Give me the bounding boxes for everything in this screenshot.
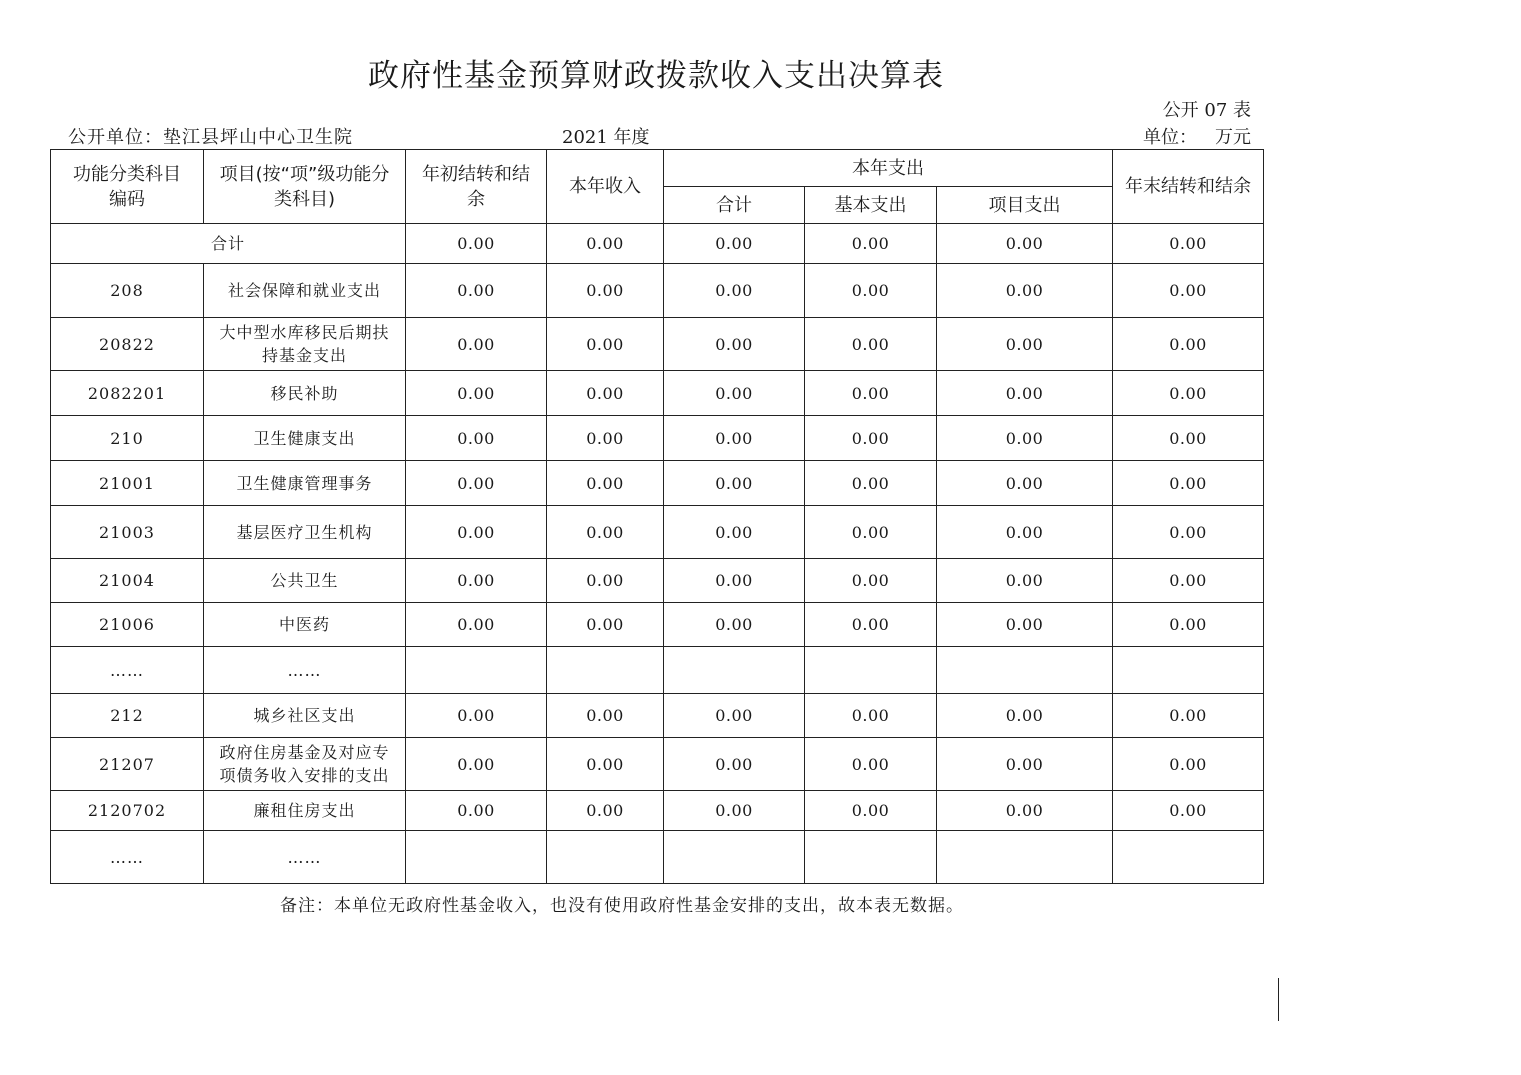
begin-balance-cell: 0.00 (406, 416, 547, 461)
begin-balance-cell: 0.00 (406, 694, 547, 738)
item-name-cell: 基层医疗卫生机构 (204, 506, 406, 559)
footnote: 备注：本单位无政府性基金收入，也没有使用政府性基金安排的支出，故本表无数据。 (280, 896, 964, 916)
total-expense-total: 0.00 (664, 224, 805, 264)
end-balance-cell: 0.00 (1113, 264, 1264, 318)
expense-basic-cell: 0.00 (805, 416, 937, 461)
table-row (51, 461, 1264, 506)
expense-total-cell (664, 647, 805, 694)
currency-unit-value: 万元 (1215, 127, 1251, 148)
expense-project-cell (937, 831, 1113, 884)
expense-project-cell: 0.00 (937, 264, 1113, 318)
table-row (51, 264, 1264, 318)
expense-basic-cell: 0.00 (805, 603, 937, 647)
item-name-cell: 卫生健康管理事务 (204, 461, 406, 506)
end-balance-cell: 0.00 (1113, 694, 1264, 738)
code-cell: 20822 (51, 318, 204, 371)
begin-balance-cell: 0.00 (406, 371, 547, 416)
header-expense-project: 项目支出 (937, 187, 1113, 224)
begin-balance-cell: 0.00 (406, 461, 547, 506)
item-name-cell: …… (204, 647, 406, 694)
header-expense-basic: 基本支出 (805, 187, 937, 224)
table-row (51, 603, 1264, 647)
begin-balance-cell (406, 831, 547, 884)
expense-project-cell: 0.00 (937, 791, 1113, 831)
expense-total-cell: 0.00 (664, 371, 805, 416)
item-name-cell: …… (204, 831, 406, 884)
expense-basic-cell: 0.00 (805, 506, 937, 559)
expense-total-cell: 0.00 (664, 416, 805, 461)
expense-project-cell: 0.00 (937, 694, 1113, 738)
table-row (51, 791, 1264, 831)
expense-project-cell (937, 647, 1113, 694)
expense-total-cell: 0.00 (664, 694, 805, 738)
table-row (51, 318, 1264, 371)
income-cell: 0.00 (547, 371, 664, 416)
expense-basic-cell: 0.00 (805, 461, 937, 506)
expense-project-cell: 0.00 (937, 603, 1113, 647)
code-cell: …… (51, 831, 204, 884)
expense-total-cell: 0.00 (664, 738, 805, 791)
item-name-cell: 城乡社区支出 (204, 694, 406, 738)
item-name-cell: 大中型水库移民后期扶持基金支出 (204, 318, 406, 371)
code-cell: 208 (51, 264, 204, 318)
code-cell: 21207 (51, 738, 204, 791)
expense-total-cell: 0.00 (664, 559, 805, 603)
item-name-cell: 公共卫生 (204, 559, 406, 603)
end-balance-cell: 0.00 (1113, 318, 1264, 371)
total-begin-balance: 0.00 (406, 224, 547, 264)
end-balance-cell: 0.00 (1113, 603, 1264, 647)
code-cell: 21004 (51, 559, 204, 603)
expense-project-cell: 0.00 (937, 506, 1113, 559)
expense-total-cell: 0.00 (664, 791, 805, 831)
begin-balance-cell: 0.00 (406, 506, 547, 559)
table-row (51, 506, 1264, 559)
end-balance-cell: 0.00 (1113, 738, 1264, 791)
table-row (51, 559, 1264, 603)
income-cell: 0.00 (547, 694, 664, 738)
expense-basic-cell: 0.00 (805, 318, 937, 371)
end-balance-cell: 0.00 (1113, 371, 1264, 416)
expense-basic-cell: 0.00 (805, 738, 937, 791)
expense-project-cell: 0.00 (937, 461, 1113, 506)
expense-basic-cell: 0.00 (805, 264, 937, 318)
table-row (51, 371, 1264, 416)
end-balance-cell: 0.00 (1113, 416, 1264, 461)
item-name-cell: 政府住房基金及对应专项债务收入安排的支出 (204, 738, 406, 791)
header-expense-group: 本年支出 (664, 150, 1113, 187)
income-cell (547, 831, 664, 884)
expense-total-cell: 0.00 (664, 506, 805, 559)
income-cell: 0.00 (547, 603, 664, 647)
begin-balance-cell: 0.00 (406, 264, 547, 318)
income-cell (547, 647, 664, 694)
income-cell: 0.00 (547, 791, 664, 831)
code-cell: 21006 (51, 603, 204, 647)
fiscal-year: 2021 年度 (562, 127, 650, 148)
header-code: 功能分类科目编码 (51, 150, 204, 224)
begin-balance-cell (406, 647, 547, 694)
header-item: 项目(按“项”级功能分类科目) (204, 150, 406, 224)
income-cell: 0.00 (547, 506, 664, 559)
table-row (51, 831, 1264, 884)
header-expense-total: 合计 (664, 187, 805, 224)
code-cell: 212 (51, 694, 204, 738)
begin-balance-cell: 0.00 (406, 318, 547, 371)
income-cell: 0.00 (547, 416, 664, 461)
income-cell: 0.00 (547, 461, 664, 506)
expense-total-cell: 0.00 (664, 461, 805, 506)
fund-budget-table (50, 149, 1264, 884)
end-balance-cell: 0.00 (1113, 791, 1264, 831)
total-row (51, 224, 1264, 264)
begin-balance-cell: 0.00 (406, 738, 547, 791)
expense-total-cell: 0.00 (664, 603, 805, 647)
total-expense-project: 0.00 (937, 224, 1113, 264)
table-row (51, 416, 1264, 461)
expense-basic-cell: 0.00 (805, 371, 937, 416)
form-number: 公开 07 表 (1162, 100, 1251, 121)
reporting-unit: 公开单位：垫江县坪山中心卫生院 (68, 127, 353, 148)
begin-balance-cell: 0.00 (406, 559, 547, 603)
code-cell: 2082201 (51, 371, 204, 416)
income-cell: 0.00 (547, 559, 664, 603)
item-name-cell: 廉租住房支出 (204, 791, 406, 831)
code-cell: 210 (51, 416, 204, 461)
expense-basic-cell: 0.00 (805, 694, 937, 738)
expense-project-cell: 0.00 (937, 318, 1113, 371)
expense-basic-cell: 0.00 (805, 559, 937, 603)
end-balance-cell: 0.00 (1113, 506, 1264, 559)
page-title: 政府性基金预算财政拨款收入支出决算表 (368, 58, 944, 94)
expense-basic-cell: 0.00 (805, 791, 937, 831)
income-cell: 0.00 (547, 318, 664, 371)
expense-total-cell: 0.00 (664, 318, 805, 371)
code-cell: 2120702 (51, 791, 204, 831)
end-balance-cell: 0.00 (1113, 461, 1264, 506)
currency-unit-label: 单位： (1143, 127, 1197, 148)
item-name-cell: 社会保障和就业支出 (204, 264, 406, 318)
expense-project-cell: 0.00 (937, 738, 1113, 791)
begin-balance-cell: 0.00 (406, 603, 547, 647)
item-name-cell: 移民补助 (204, 371, 406, 416)
table-row (51, 647, 1264, 694)
total-income: 0.00 (547, 224, 664, 264)
income-cell: 0.00 (547, 264, 664, 318)
total-label: 合计 (51, 224, 406, 264)
table-row (51, 738, 1264, 791)
header-begin-balance: 年初结转和结余 (406, 150, 547, 224)
expense-project-cell: 0.00 (937, 416, 1113, 461)
item-name-cell: 卫生健康支出 (204, 416, 406, 461)
item-name-cell: 中医药 (204, 603, 406, 647)
code-cell: …… (51, 647, 204, 694)
currency-unit (1143, 123, 1251, 149)
expense-project-cell: 0.00 (937, 559, 1113, 603)
expense-basic-cell (805, 831, 937, 884)
expense-total-cell: 0.00 (664, 264, 805, 318)
header-end-balance: 年末结转和结余 (1113, 150, 1264, 224)
begin-balance-cell: 0.00 (406, 791, 547, 831)
expense-project-cell: 0.00 (937, 371, 1113, 416)
header-income: 本年收入 (547, 150, 664, 224)
total-expense-basic: 0.00 (805, 224, 937, 264)
expense-total-cell (664, 831, 805, 884)
total-end-balance: 0.00 (1113, 224, 1264, 264)
table-row (51, 694, 1264, 738)
end-balance-cell (1113, 831, 1264, 884)
expense-basic-cell (805, 647, 937, 694)
income-cell: 0.00 (547, 738, 664, 791)
end-balance-cell: 0.00 (1113, 559, 1264, 603)
code-cell: 21001 (51, 461, 204, 506)
code-cell: 21003 (51, 506, 204, 559)
end-balance-cell (1113, 647, 1264, 694)
margin-line (1278, 978, 1279, 1021)
